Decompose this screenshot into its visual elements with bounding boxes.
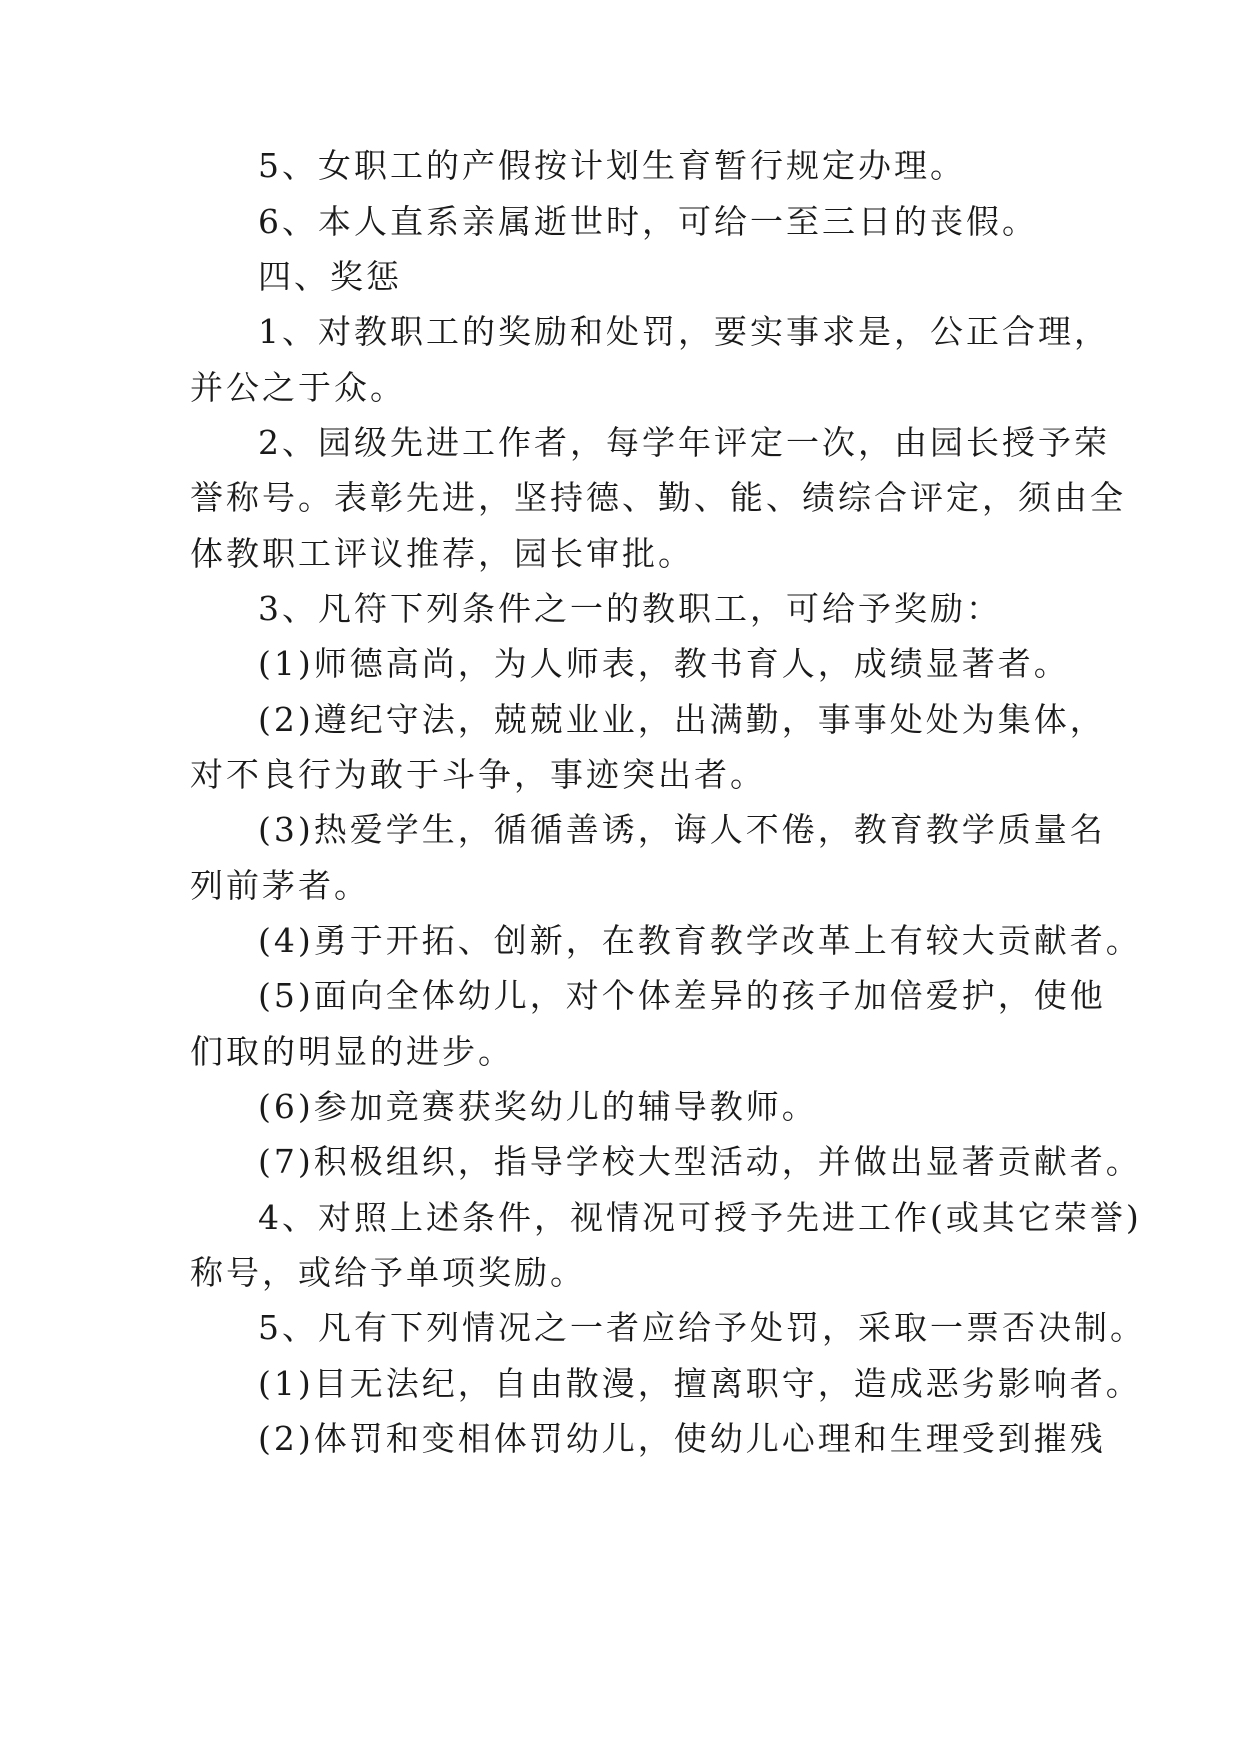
list-item: (1)目无法纪，自由散漫，擅离职守，造成恶劣影响者。 xyxy=(258,1364,1142,1403)
paragraph-line: 6、本人直系亲属逝世时，可给一至三日的丧假。 xyxy=(258,202,1038,241)
paragraph-line: 3、凡符下列条件之一的教职工，可给予奖励： xyxy=(258,589,1002,628)
section-heading: 四、奖惩 xyxy=(258,257,402,296)
paragraph-line: 4、对照上述条件，视情况可授予先进工作(或其它荣誉) xyxy=(258,1198,1142,1237)
list-item: (2)体罚和变相体罚幼儿，使幼儿心理和生理受到摧残 xyxy=(258,1419,1106,1458)
list-item-continuation: 列前茅者。 xyxy=(190,866,370,905)
list-item: (7)积极组织，指导学校大型活动，并做出显著贡献者。 xyxy=(258,1142,1142,1181)
list-item-continuation: 对不良行为敢于斗争，事迹突出者。 xyxy=(190,755,766,794)
list-item: (5)面向全体幼儿，对个体差异的孩子加倍爱护，使他 xyxy=(258,976,1106,1015)
paragraph-line: 体教职工评议推荐，园长审批。 xyxy=(190,534,694,573)
list-item-continuation: 们取的明显的进步。 xyxy=(190,1032,514,1071)
paragraph-line: 并公之于众。 xyxy=(190,368,406,407)
paragraph-line: 誉称号。表彰先进，坚持德、勤、能、绩综合评定，须由全 xyxy=(190,478,1126,517)
list-item: (6)参加竞赛获奖幼儿的辅导教师。 xyxy=(258,1087,818,1126)
paragraph-line: 2、园级先进工作者，每学年评定一次，由园长授予荣 xyxy=(258,423,1110,462)
paragraph-line: 1、对教职工的奖励和处罚，要实事求是，公正合理， xyxy=(258,312,1110,351)
paragraph-line: 5、女职工的产假按计划生育暂行规定办理。 xyxy=(258,146,966,185)
paragraph-line: 称号，或给予单项奖励。 xyxy=(190,1253,586,1292)
list-item: (1)师德高尚，为人师表，教书育人，成绩显著者。 xyxy=(258,644,1070,683)
list-item: (2)遵纪守法，兢兢业业，出满勤，事事处处为集体， xyxy=(258,700,1106,739)
list-item: (4)勇于开拓、创新，在教育教学改革上有较大贡献者。 xyxy=(258,921,1142,960)
list-item: (3)热爱学生，循循善诱，诲人不倦，教育教学质量名 xyxy=(258,810,1106,849)
paragraph-line: 5、凡有下列情况之一者应给予处罚，采取一票否决制。 xyxy=(258,1308,1146,1347)
